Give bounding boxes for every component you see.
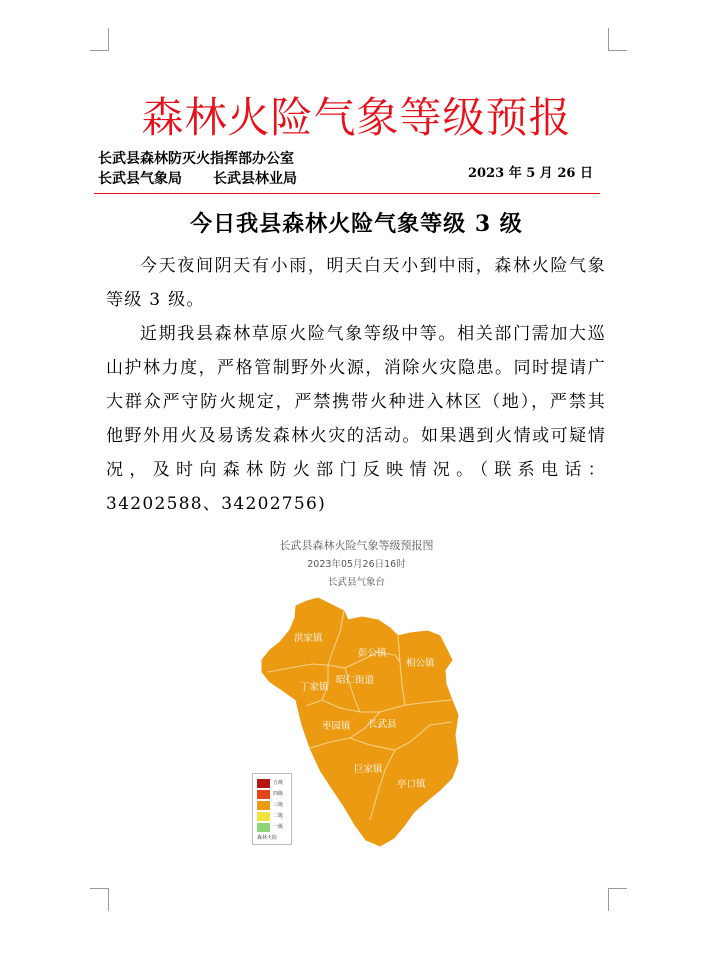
legend-swatch bbox=[257, 812, 270, 821]
legend-caption: 森林火险 bbox=[257, 835, 278, 841]
issuer-office: 长武县森林防灭火指挥部办公室 bbox=[98, 151, 294, 167]
legend-label: 五级 bbox=[273, 780, 284, 786]
legend-label: 一级 bbox=[273, 824, 284, 830]
legend-label: 二级 bbox=[273, 813, 284, 819]
issuer-weather-bureau: 长武县气象局 bbox=[98, 171, 182, 187]
legend-label: 四级 bbox=[273, 791, 284, 797]
legend-swatch bbox=[257, 790, 270, 799]
town-label: 长武县 bbox=[368, 719, 397, 730]
legend-label: 三级 bbox=[273, 802, 284, 808]
headline: 今日我县森林火险气象等级 3 级 bbox=[190, 211, 523, 237]
town-label: 相公镇 bbox=[406, 658, 435, 669]
town-label: 丁家镇 bbox=[300, 682, 329, 693]
town-label: 彭公镇 bbox=[358, 648, 387, 659]
town-label: 昭仁街道 bbox=[336, 675, 375, 686]
legend-swatch bbox=[257, 823, 270, 832]
map-legend bbox=[252, 773, 292, 845]
map-title: 长武县森林火险气象等级预报图 bbox=[279, 539, 434, 552]
legend-swatch bbox=[257, 779, 270, 788]
document-title: 森林火险气象等级预报 bbox=[141, 93, 572, 142]
town-label: 洪家镇 bbox=[294, 633, 323, 644]
map-time: 2023年05月26日16时 bbox=[307, 559, 406, 570]
town-label: 亭口镇 bbox=[397, 779, 426, 790]
town-label: 巨家镇 bbox=[354, 764, 383, 775]
issue-date: 2023 年 5 月 26 日 bbox=[468, 166, 593, 181]
paragraph: 今天夜间阴天有小雨，明天白天小到中雨，森林火险气象等级 3 级。 bbox=[106, 256, 606, 310]
town-label: 枣园镇 bbox=[322, 721, 351, 732]
issuer-forestry-bureau: 长武县林业局 bbox=[213, 171, 297, 187]
map-issuer: 长武县气象台 bbox=[327, 577, 385, 588]
paragraph: 近期我县森林草原火险气象等级中等。相关部门需加大巡山护林力度，严格管制野外火源，消除火灾隐患。同时提请广大群众严守防火规定，严禁携带火种进入林区（地），严禁其他野外用火及易诱发森林火灾的活动。如果遇到火情或可疑情况，及时向森林防火部门反映情况。（联系电话：34202588、34202756) bbox=[106, 324, 606, 514]
legend-swatch bbox=[257, 801, 270, 810]
